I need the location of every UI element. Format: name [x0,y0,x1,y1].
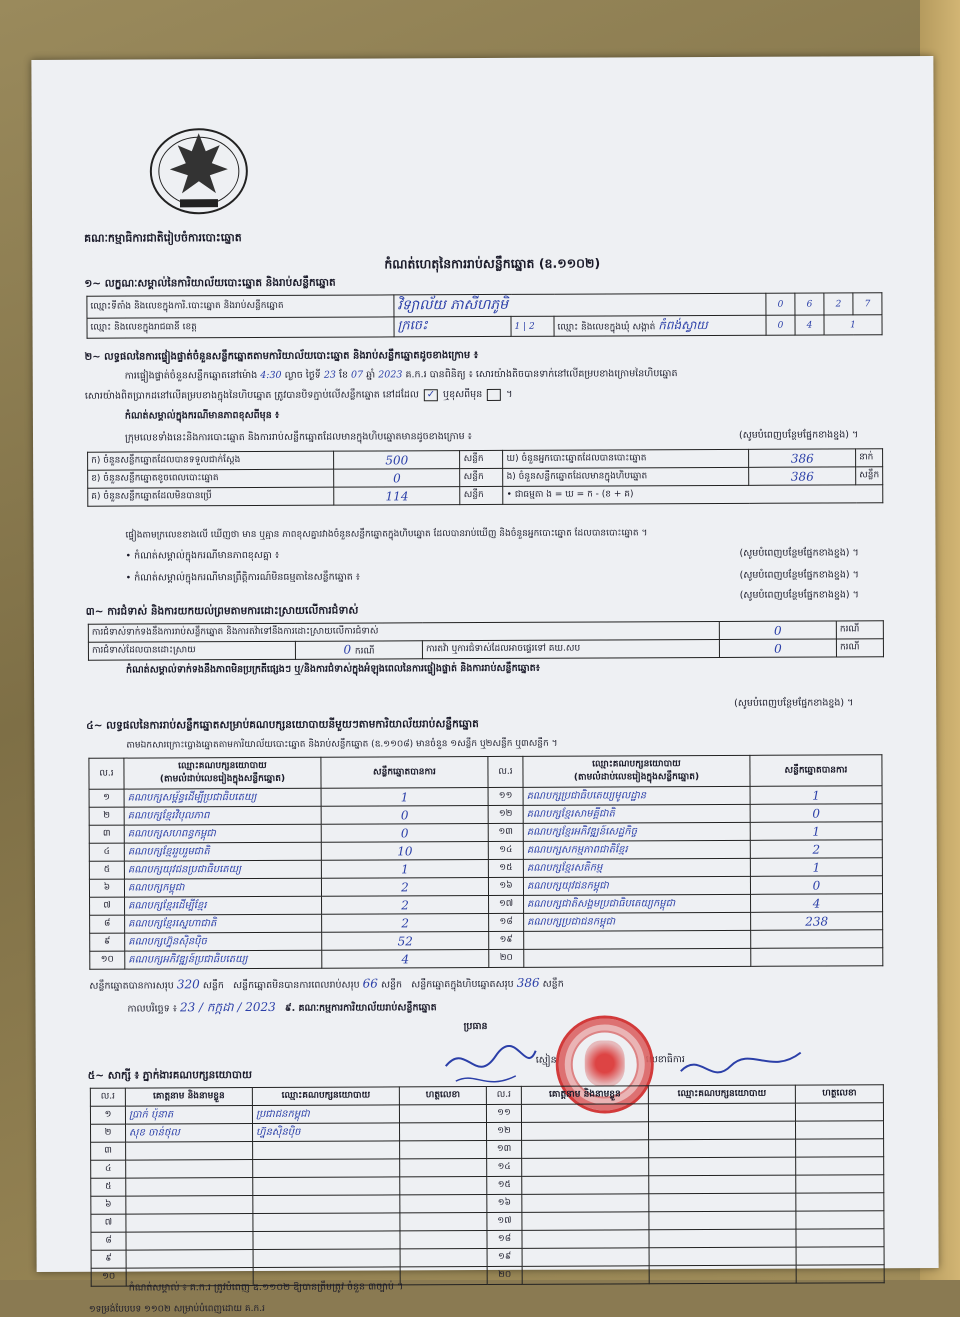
row-number: ១២ [487,1122,522,1140]
row-number: ៨ [90,915,125,933]
witness-party [648,1121,795,1140]
chair-label: ប្រធាន [463,1020,488,1033]
witness-name [126,1196,253,1215]
witness-signature [400,1176,487,1194]
vote-count [751,930,883,949]
witness-name [126,1178,253,1197]
diff-note-bullet: • កំណត់សម្គាល់ក្នុងករណីមានភាពខុសគ្នា ៖ [125,549,280,562]
location-label: ឈ្មោះទីតាំង និងលេខក្នុងការិ.បោះឆ្នោត និងរាប់សន្លឹកឆ្នោត [87,295,394,318]
witness-name: សុខ ចាន់ថុល [126,1124,253,1143]
complaint-label: ការជំទាស់ទាក់ទងនឹងការរាប់សន្លឹកឆ្នោត និងការតវ៉ាទៅនឹងការដោះស្រាយលើការជំទាស់ [88,621,719,642]
party-name [524,930,751,949]
witness-party [253,1231,400,1250]
vote-count: 52 [322,931,489,950]
party-name: គណបក្សសម្ព័ន្ធដើម្បីប្រជាធិបតេយ្យ [124,788,321,807]
witness-signature [796,1157,884,1175]
row-number: ១៣ [488,823,523,841]
vote-count: 2 [322,895,489,914]
party-name: គណបក្សខ្មែរអភិវឌ្ឍន៍សេដ្ឋកិច្ច [523,822,750,841]
province-label: ឈ្មោះ និងលេខក្នុងរាជធានី ខេត្ត [87,317,394,338]
fill-note: (សូមបំពេញបន្ថែមផ្នែកខាងខ្នង) ។ [739,547,859,559]
witness-name [522,1248,649,1267]
vote-count: 4 [751,894,883,913]
witness-party: ហ្វ៊ុនស៊ិនប៉ិច [253,1123,400,1142]
vote-count: 1 [750,858,882,877]
row-number: ១៣ [487,1140,522,1158]
total-invalid: 66 [362,976,378,991]
witness-name [522,1122,649,1141]
party-name: គណបក្សសហពន្ធកម្ពុជា [124,824,321,843]
seal-line: សោរយ៉ាងពិតប្រាកដនៅលើគម្របខាងក្នុងនៃហិបឆ្នោត ត្រូវបានបិទភ្ជាប់លើសន្លឹកឆ្នោត នៅដដែល ✓ ឬខុសពីមុន ។ [84,388,513,402]
vote-count: 2 [750,840,882,859]
witness-party [253,1249,400,1268]
commune-cell: ឈ្មោះ និងលេខក្នុងឃុំ សង្កាត់ កំពង់ស្វាយ [554,315,766,336]
party-name: គណបក្សខ្មែររួបរួមជាតិ [124,842,321,861]
total-box: 386 [516,975,540,990]
different-checkbox[interactable] [487,388,501,400]
location-code: 0 [766,293,795,315]
party-name: គណបក្សប្រជាជនកម្ពុជា [524,912,751,931]
vote-count: 0 [750,876,882,895]
witness-signature [399,1104,486,1122]
col-party: ឈ្មោះគណបក្សនយោបាយ (តាមលំដាប់លេខរៀងក្នុងសន្លឹកឆ្នោត) [523,755,750,787]
col-no: ល.រ [89,758,124,789]
witness-name [521,1104,648,1123]
row-number: ៤ [91,1160,126,1178]
location-table [86,292,882,338]
row-number: ២ [91,1124,126,1142]
row-number: ១៨ [487,1230,522,1248]
location-code: 7 [853,293,882,315]
row-number: ១៩ [487,1248,522,1266]
check-line: ផ្ទៀងតាមក្រលេខខាងលើ ឃើញថា មាន ឬគ្មាន ភាពខុសគ្នារវាងចំនួនសន្លឹកឆ្នោតក្នុងហិបឆ្នោត ដែលបានរាប់ឃើញ និងចំនួនអ្នកបោះឆ្នោត ដែលបានបោះឆ្នោត ។ [125,528,648,541]
witness-party [649,1139,796,1158]
row-number: ១ [90,1106,125,1124]
party-name: គណបក្សជាតិសង្គមប្រជាធិបតេយ្យកម្ពុជា [524,894,751,913]
fill-note: (សូមបំពេញបន្ថែមផ្នែកខាងខ្នង) ។ [734,697,854,709]
row-number: ១១ [486,1104,521,1122]
row-number: ៥ [89,861,124,879]
witness-signature [400,1122,487,1140]
party-name: គណបក្សខ្មែរវិបុលភាព [124,806,321,825]
ballot-row: ខ) ចំនួនសន្លឹកឆ្នោតខូចពេលបោះឆ្នោត 0 សន្លឹក ង) ចំនួនសន្លឹកឆ្នោតដែលមានក្នុងហិបឆ្នោត 386 សន្លឹក [88,467,883,488]
witness-name [522,1212,649,1231]
complaints-table [88,620,884,660]
witness-signature [400,1158,487,1176]
row-number: ១៦ [487,1194,522,1212]
province-code: 1 | 2 [511,316,554,336]
row-number: ២០ [487,1266,522,1284]
party-name [524,948,751,967]
fill-note: (សូមបំពេញបន្ថែមផ្នែកខាងខ្នង) ។ [739,569,859,581]
row-number: ៦ [89,879,124,897]
vote-count: 1 [750,786,882,805]
row-number: ៨ [91,1232,126,1250]
secretary-signature-icon [676,1041,806,1092]
form-title: កំណត់ហេតុនៃការរាប់សន្លឹកឆ្នោត (ឧ.១១០២) [384,255,601,272]
witness-name [126,1142,253,1161]
party-name: គណបក្សខ្មែរស្នេហាជាតិ [125,914,322,933]
col-no: ល.រ [488,756,523,787]
row-number: ២ [89,807,124,825]
vote-count: 2 [321,877,488,896]
abnormal-note-bullet: • កំណត់សម្គាល់ក្នុងករណីមានព្រឹត្តិការណ៍មិនធម្មតានៃសន្លឹកឆ្នោត ៖ [125,571,361,584]
diff-note-label: កំណត់សម្គាល់ក្នុងករណីមានភាពខុសពីមុន ៖ [124,409,280,422]
witness-signature [796,1211,884,1229]
witness-party [649,1229,796,1248]
witness-signature [795,1121,883,1139]
province-value: ក្រចេះ [394,316,511,337]
party-name: គណបក្សកម្ពុជា [124,878,321,897]
row-number: ២០ [489,949,524,967]
row-number: ១៥ [488,859,523,877]
table-row [90,948,883,969]
witness-party [649,1247,796,1266]
witness-name [126,1214,253,1233]
row-number: ១៥ [487,1176,522,1194]
witness-party [253,1177,400,1196]
witness-party [253,1195,400,1214]
ballot-intro-line: ក្រុមលេខទាំងនេះនិងការបោះឆ្នោត និងការរាប់សន្លឹកឆ្នោតដែលមានក្នុងហិបឆ្នោតមានដូចខាងក្រោម ៖ [124,431,472,444]
section2-heading: ២~ លទ្ធផលនៃការផ្ទៀងផ្ទាត់ចំនួនសន្លឹកឆ្នោតតាមការិយាល័យបោះឆ្នោត និងរាប់សន្លឹកឆ្នោតដូចខាងក្រោម ៖ [84,350,479,363]
election-form-sheet [31,56,938,1315]
witness-signature [795,1103,883,1121]
total-valid: 320 [176,977,200,992]
vote-count: 0 [321,823,488,842]
commune-code: 1 [824,315,882,335]
col-party: ឈ្មោះគណបក្សនយោបាយ (តាមលំដាប់លេខរៀងក្នុងសន្លឹកឆ្នោត) [124,757,321,789]
row-number: ៣ [89,825,124,843]
party-name: គណបក្សខ្មែរសតិកម្ម [523,858,750,877]
commune-code: 0 [766,315,795,335]
witness-name [126,1232,253,1251]
witness-name [522,1266,649,1285]
location-code: 6 [795,293,824,315]
row-number: ១៤ [487,1158,522,1176]
witness-name [522,1194,649,1213]
vote-count: 10 [321,841,488,860]
row-number: ៧ [91,1214,126,1232]
ballot-count-table [87,448,883,506]
irregularity-note: កំណត់សម្គាល់ទាក់ទងនឹងភាពមិនប្រក្រតីផ្សេងៗ ឬ/និងការជំទាស់ក្នុងអំឡុងពេលនៃការផ្ទៀងផ្ទាត់ និងការរាប់សន្លឹកឆ្នោត៖ [125,662,540,676]
witness-party [648,1103,795,1122]
row-number: ៥ [91,1178,126,1196]
date-line: កាលបរិច្ឆេទ ៖ 23 / កក្កដា / 2023 ៩. គណៈកម្មការការិយាល័យរាប់សន្លឹកឆ្នោត [127,999,437,1015]
vote-count [751,948,883,967]
col-votes: សន្លឹកឆ្នោតបានការ [750,755,882,787]
witness-name [522,1230,649,1249]
row-number: ៣ [91,1142,126,1160]
party-name: គណបក្សសកម្មភាពជាតិខ្មែរ [523,840,750,859]
witness-signature [400,1194,487,1212]
party-name: គណបក្សប្រជាធិបតេយ្យមូលដ្ឋាន [523,786,750,805]
vote-count: 0 [750,804,882,823]
ballot-row: ក) ចំនួនសន្លឹកឆ្នោតដែលបានទទួលជាក់ស្តែង 500 សន្លឹក ឃ) ចំនួនអ្នកបោះឆ្នោតដែលបានបោះឆ្នោត 386 នាក់ [88,449,883,470]
witness-signature [400,1230,487,1248]
witness-party [649,1211,796,1230]
witness-party [253,1159,400,1178]
witness-signature [400,1140,487,1158]
row-number: ១៦ [488,877,523,895]
witness-party [649,1193,796,1212]
witness-signature [796,1247,884,1265]
witness-signature [400,1248,487,1266]
witness-signature [400,1212,487,1230]
resolved-label: ការជំទាស់ដែលបានដោះស្រាយ [88,641,295,660]
complaint-unit: ករណី [836,621,883,639]
witness-name [522,1176,649,1195]
section1-heading: ១~ លក្ខណៈសម្គាល់នៃការិយាល័យបោះឆ្នោត និងរាប់សន្លឹកឆ្នោត [84,276,336,290]
row-number: ១៩ [489,931,524,949]
col-votes: សន្លឹកឆ្នោតបានការ [321,756,488,788]
witness-name [522,1158,649,1177]
section3-heading: ៣~ ការជំទាស់ និងការយកយល់ព្រមតាមការដោះស្រាយលើការជំទាស់ [85,604,359,618]
row-number: ១២ [488,805,523,823]
section4-heading: ៤~ លទ្ធផលនៃការរាប់សន្លឹកឆ្នោតសម្រាប់គណបក្សនយោបាយនីមួយៗតាមការិយាល័យរាប់សន្លឹកឆ្នោត [86,718,479,732]
row-number: ១៨ [489,913,524,931]
resolved-value: 0 ករណី [295,641,422,660]
vote-count: 238 [751,912,883,931]
appeal-label: ការតវ៉ា ឬការជំទាស់ដែលអាចផ្ទេរទៅ គឃ.សប [422,639,719,658]
form-note: ១ទម្រង់បែបបទ ១១០២ សម្រាប់បំពេញដោយ គ.ក.រ [88,1303,265,1315]
witness-name [126,1250,253,1269]
party-name: គណបក្សខ្មែរសាមគ្គីជាតិ [523,804,750,823]
witness-party [253,1213,400,1232]
row-number: ១០ [90,951,125,969]
witness-name: ប្រាក់ ប៉ុនាត [125,1106,252,1125]
vote-count: 2 [322,913,489,932]
row-number: ៦ [91,1196,126,1214]
appeal-value: 0 [719,639,836,658]
row-number: ៩ [90,933,125,951]
witness-party: ប្រជាជនកម្ពុជា [252,1105,399,1124]
secretary-label: លេខាធិការ [645,1054,685,1066]
appeal-unit: ករណី [836,639,883,657]
results-table [88,754,883,969]
witness-party [253,1141,400,1160]
witness-name [126,1160,253,1179]
witness-party [649,1175,796,1194]
member-label: ស្មៀន [535,1054,557,1066]
row-number: ១ [89,789,124,807]
agency-name: គណៈកម្មាធិការជាតិរៀបចំការបោះឆ្នោត [84,231,242,245]
verify-time-line: ការផ្ទៀងផ្ទាត់ចំនួនសន្លឹកឆ្នោតនៅម៉ោង 4:30 ល្ងាច ថ្ងៃទី 23 ខែ 07 ឆ្នាំ 2023 គ.ក.រ បានពិនិត្យ ៖ សោរយ៉ាងតិចបានទាក់នៅលើគម្របខាងក្រោមនៃហិបឆ្នោត [124,368,678,382]
party-name: គណបក្សហ្វ៊ុនស៊ិនប៉ិច [125,932,322,951]
same-checkbox[interactable]: ✓ [424,389,438,401]
party-name: គណបក្សអភិវឌ្ឍន៍ប្រជាធិបតេយ្យ [125,950,322,969]
witness-signature [796,1175,884,1193]
totals-line: សន្លឹកឆ្នោតបានការសរុប 320 សន្លឹក សន្លឹកឆ្នោតមិនបានការពេលរាប់សរុប 66 សន្លឹក សន្លឹកឆ្នោតក្នុងហិបឆ្នោតសរុប 386 សន្លឹក [89,975,564,992]
witness-signature [400,1266,487,1284]
location-value: វិទ្យាល័យ ភាសីហ​ភូមិ [394,293,766,317]
witness-party [649,1157,796,1176]
witness-table: ល.រ គោត្តនាម និងនាមខ្លួន ឈ្មោះគណបក្សនយោបាយ ហត្ថលេខា ល.រ គោត្តនាម និងនាមខ្លួន ឈ្មោះគណបក្សនយោបាយ ហត្ថលេខា ១ ប្រាក់ ប៉ុនាត ប្រជាជនកម្ពុជា ១១ ២ សុខ ចាន់ថុល ហ្វ៊ុនស៊ិនប៉ិច ១២ ៣ ១៣ ៤ ១៤ ៥ ១៥ ៦ ១៦ ៧ ១៧ ៨ ១៨ ៩ ១៩ ១០ ២០ [90,1084,885,1286]
row-number: ៤ [89,843,124,861]
nec-emblem-icon [144,111,254,221]
results-intro: តាមឯកសារក្រោះប្លោងឆ្នោតតាមការិយាល័យបោះឆ្នោត និងរាប់សន្លឹកឆ្នោត (ឧ.១១០៨) មានចំនួន ១សន្លឹក ឬ២សន្លឹក ឬ៣សន្លឹក ។ [126,738,558,751]
ballot-row: គ) ចំនួនសន្លឹកឆ្នោតដែលមិនបានប្រើ 114 សន្លឹក • ជាធម្មតា ង = ឃ = ក - (ខ + គ) [88,485,883,506]
vote-count: 4 [322,949,489,968]
complaint-value: 0 [719,621,836,640]
witness-signature [796,1265,884,1283]
witness-signature [796,1229,884,1247]
party-name: គណបក្សយុវជនកម្ពុជា [523,876,750,895]
witness-party [649,1265,796,1284]
section5-heading: ៥~ សាក្សី ៖ ភ្នាក់ងារគណបក្សនយោបាយ [87,1069,253,1082]
witness-signature [796,1193,884,1211]
row-number: ១៧ [489,895,524,913]
witness-name [522,1140,649,1159]
row-number: ១៤ [488,841,523,859]
vote-count: 1 [321,859,488,878]
row-number: ៧ [90,897,125,915]
row-number: ១៧ [487,1212,522,1230]
location-code: 2 [824,293,853,315]
row-number: ៩ [91,1250,126,1268]
footnote: កំណត់សម្គាល់ ៖ គ.ក.រ ត្រូវបំពេញ ឧ.១១០២ ឱ្យបានត្រឹមត្រូវ ចំនួន ៣ច្បាប់ ។ [128,1281,404,1294]
party-name: គណបក្សខ្មែរដើម្បីខ្មែរ [125,896,322,915]
commune-code: 4 [795,315,824,335]
fill-note: (សូមបំពេញបន្ថែមផ្នែកខាងខ្នង) ។ [738,429,859,441]
row-number: ១១ [488,787,523,805]
vote-count: 0 [321,805,488,824]
vote-count: 1 [750,822,882,841]
witness-signature [796,1139,884,1157]
party-name: គណបក្សយុវជនប្រជាធិបតេយ្យ [124,860,321,879]
fill-note: (សូមបំពេញបន្ថែមផ្នែកខាងខ្នង) ។ [739,589,859,601]
vote-count: 1 [321,787,488,806]
row-number: ១០ [91,1268,126,1286]
